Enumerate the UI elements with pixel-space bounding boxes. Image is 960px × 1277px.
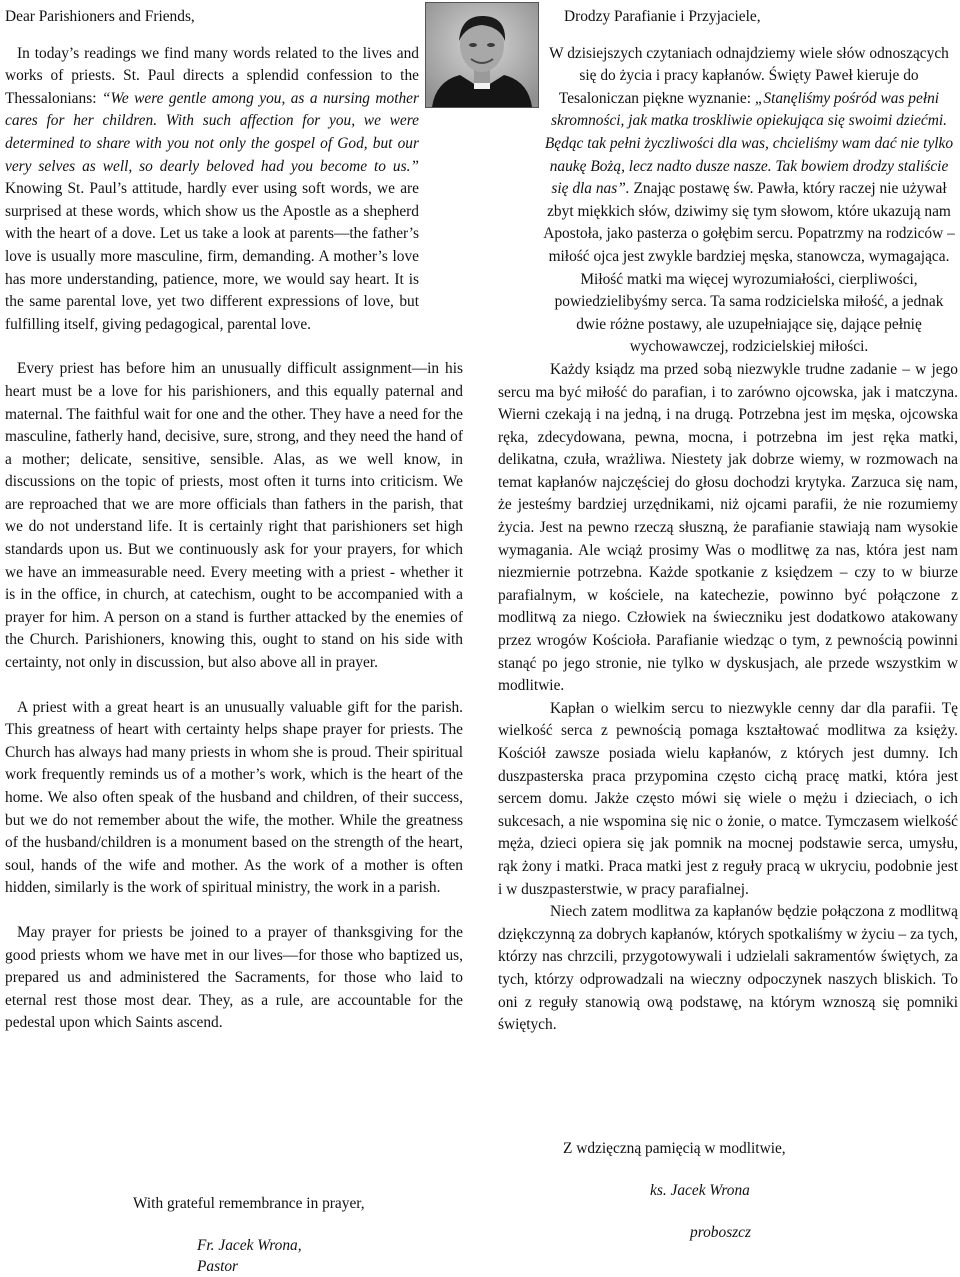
polish-paragraph-2: Każdy ksiądz ma przed sobą niezwykle trudne zadanie – w jego sercu ma być miłość do parafian, i to zarówno ojcowska, jak i matczyna. Wierni czekają i na jedną, i na drugą. Potrzebna jest im męska, ojcowska ręka, zdecydowana, pewna, mocna, i potrzebna im jest ręka matki, delikatna, czuła, wrażliwa. Niestety jak dobrze wiemy, w rozmowach na temat kapłanów najczęściej do głosu dochodzi krytyka. Zarzuca się nam, że jesteśmy bardziej urzędnikami, niż ojcami parafii, że nie rozumiemy życia. Jest na pewno rzeczą słuszną, że parafianie stawiają nam wysokie wymagania. Ale wciąż prosimy Was o modlitwę za nas, która jest nam niezmiernie potrzebna. Każde spotkanie z księdzem – czy to w biurze parafialnym, w kościele, na katechezie, powinno być połączone z modlitwą za niego. Człowiek na świeczniku jest dodatkowo atakowany przez wrogów Kościoła. Parafianie wiedząc o tym, z pewnością powinni stanąć po jego stronie, nie tylko w dyskusjach, ale przede wszystkim w modlitwie. — [498, 360, 958, 695]
english-signature-title: Pastor — [197, 1258, 239, 1275]
english-paragraph-2: Every priest has before him an unusually difficult assignment—in his heart must be a love for his parishioners, and this equally paternal and maternal. The faithful wait for one and the other. They have a need for the masculine, fatherly hand, decisive, sure, strong, and they need the hand of a mother; delicate, sensitive, sensible. Alas, as we well know, in discussions on the topic of priests, most often it turns into criticism. We are reproached that we are more officials than fathers in the parish, that we do not understand life. It is certainly right that parishioners set high standards upon us. But we continuously ask for your prayers, for which we have an immeasurable need. Every meeting with a priest - whether it is in the office, in church, at catechism, ought to be accompanied with a prayer for him. A person on a stand is further attacked by the enemies of the Church. Parishioners, knowing this, ought to stand on his side with certainty, not only in discussion, but also above all in prayer. — [5, 360, 463, 672]
polish-paragraph-4: Niech zatem modlitwa za kapłanów będzie połączona z modlitwą dziękczynną za dobrych kapłanów, których spotkaliśmy w życiu – za tych, którzy nas chrzcili, przygotowywali i udzielali sakramentów świętych, za tych, którzy odprowadzali na wieczny odpoczynek naszych bliskich. To oni z reguły stanowią ową podstawę, na którym wznoszą się pomniki świętych. — [498, 903, 958, 1034]
english-paragraph-1-body: Knowing St. Paul’s attitude, hardly ever using soft words, we are surprised at these words, which show us the Apostle as a shepherd with the heart of a dove. Let us take a look at parents—the father’s love is usually more masculine, firm, demanding. A mother’s love has more understanding, patience, more, we would say heart. It is the same parental love, yet two different expressions of love, but fulfilling itself, giving pedagogical, parental love. — [5, 180, 419, 333]
english-closing: With grateful remembrance in prayer, — [133, 1195, 365, 1212]
english-paragraph-4: May prayer for priests be joined to a prayer of thanksgiving for the good priests whom we have met in our lives—for those who baptized us, prepared us and administered the Sacraments, for those who laid to eternal rest those most dear. They, as a rule, are accountable for the pedestal upon which Saints ascend. — [5, 923, 463, 1032]
english-letter-column — [5, 6, 463, 1057]
english-paragraph-3: A priest with a great heart is an unusually valuable gift for the parish. This greatness of heart with certainty helps shape prayer for priests. The Church has always had many priests in whom she is proud. Their spiritual work frequently reminds us of a mother’s work, which is the heart of the home. We also often speak of the husband and children, of their success, but we do not remember about the wife, the mother. While the greatness of the husband/children is a monument based on the strength of the heart, soul, hands of the wife and mother. As the work of a mother is often hidden, similarly is the work of spiritual ministry, the work in a parish. — [5, 698, 463, 897]
polish-signature-title: proboszcz — [690, 1224, 751, 1241]
polish-closing: Z wdzięczną pamięcią w modlitwie, — [563, 1140, 786, 1157]
polish-paragraph-3: Kapłan o wielkim sercu to niezwykle cenny dar dla parafii. Tę wielkość serca z pewnością pomaga kształtować modlitwa za księży. Kościół zawsze posiada wielu kapłanów, z których jest dumny. Ich duszpasterska praca przypomina często cichą pracę matki, która jest sercem domu. Jakże często mówi się wiele o mężu i dzieciach, o ich sukcesach, a nie wspomina się nic o żonie, o matce. Tymczasem wielkość męża, dzieci opiera się jak pomnik na mocnej podstawie serca, umysłu, rąk żony i matki. Praca matki jest z reguły pracą w ukryciu, podobnie jest i w duszpasterstwie, w pracy parafialnej. — [498, 699, 958, 898]
english-signature-name: Fr. Jacek Wrona, — [197, 1237, 302, 1254]
english-scripture-quote: “We were gentle among you, as a nursing mother cares for her children. With such affection for you, we were determined to share with you not only the gospel of God, but our very selves as well, so dearly beloved had you become to us.” — [5, 89, 420, 175]
polish-scripture-quote: „Stanęliśmy pośród was pełni skromności, jak matka troskliwie opiekująca się swoimi dziećmi. Będąc tak pełni życzliwości dla was, chcieliśmy wam dać nie tylko naukę Bożą, lecz nadto dusze nasze. Tak bowiem drodzy staliście się dla nas”. — [544, 89, 954, 198]
english-paragraph-1-intro: In today’s readings we find many words related to the lives and works of priests. St. Paul directs a splendid confession to the Thessalonians: — [5, 44, 419, 107]
polish-salutation: Drodzy Parafianie i Przyjaciele, — [564, 8, 761, 25]
polish-signature-name: ks. Jacek Wrona — [650, 1182, 750, 1199]
polish-paragraph-1-body: Znając postawę św. Pawła, który raczej nie używał zbyt miękkich słów, dziwimy się tym słowom, które ukazują nam Apostoła, jako pasterza o gołębim sercu. Popatrzmy na rodziców – miłość ojca jest zwykle bardziej męska, stanowcza, wymagająca. Miłość matki ma więcej wyrozumiałości, cierpliwości, powiedzielibyśmy serca. Ta sama rodzicielska miłość, a jednak dwie różne postawy, ale uzupełniające się, dające pełnię wychowawczej, rodzicielskiej miłości. — [543, 180, 955, 356]
polish-letter-column — [498, 6, 958, 1037]
english-salutation: Dear Parishioners and Friends, — [5, 8, 195, 25]
polish-paragraph-1 — [540, 43, 958, 359]
polish-paragraph-1-intro: W dzisiejszych czytaniach odnajdziemy wiele słów odnoszących się do życia i pracy kapłanów. Święty Paweł kieruje do Tesaloniczan piękne wyznanie: — [549, 44, 949, 107]
english-paragraph-1 — [5, 43, 463, 337]
english-signature — [197, 1235, 302, 1277]
